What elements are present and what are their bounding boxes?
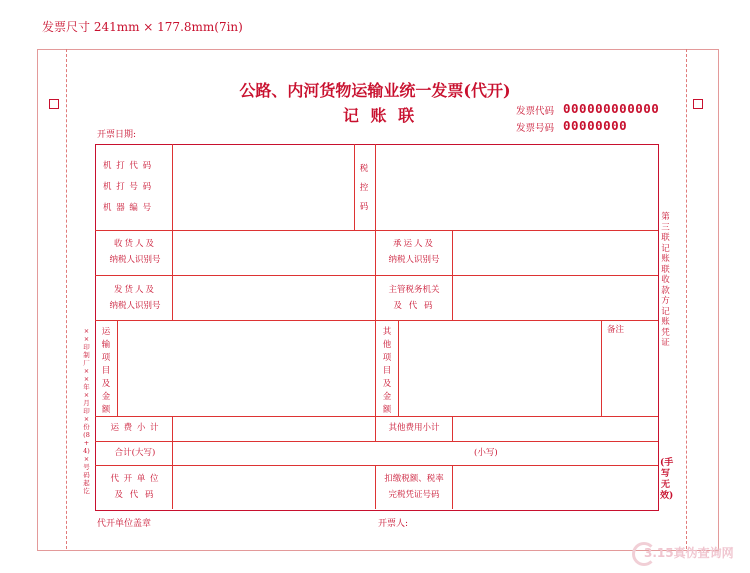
- tax-info-label-2: 完税凭证号码: [388, 490, 440, 500]
- col-subtotal-right: [452, 416, 453, 442]
- handwrite-invalid-note: (手写无效): [660, 458, 674, 501]
- invoice-subtitle: 记 账 联: [342, 106, 418, 125]
- rule-5: [95, 441, 658, 442]
- col-agent-left: [172, 465, 173, 509]
- rule-4: [95, 416, 658, 417]
- agent-unit-label-2: 及 代 码: [114, 490, 156, 500]
- rule-6: [95, 465, 658, 466]
- other-items-label: 其他项目及金额: [382, 327, 392, 415]
- tax-authority-label-1: 主管税务机关: [388, 285, 440, 295]
- invoice-code-label: 发票代码: [516, 106, 555, 117]
- remarks-label: 备注: [607, 325, 625, 335]
- col-remarks: [601, 320, 602, 417]
- col-other-left: [375, 320, 376, 417]
- col-agent-mid: [375, 465, 376, 509]
- paper-size-note: 发票尺寸 241mm × 177.8mm(7in): [42, 20, 243, 34]
- col-party-mid: [375, 230, 376, 321]
- freight-subtotal-label: 运 费 小 计: [110, 423, 160, 433]
- invoice-code-value: 000000000000: [563, 101, 660, 116]
- col-taxcode-right: [375, 144, 376, 231]
- consignor-label-2: 纳税人识别号: [109, 301, 161, 311]
- rule-1: [95, 230, 658, 231]
- agent-unit-label-1: 代 开 单 位: [110, 474, 160, 484]
- machine-serial-label: 机 器 编 号: [103, 203, 153, 213]
- col-other-right: [398, 320, 399, 417]
- total-lowercase-label: (小写): [474, 448, 498, 458]
- rule-3: [95, 320, 658, 321]
- tax-authority-label-2: 及 代 码: [393, 301, 435, 311]
- invoice-title: 公路、内河货物运输业统一发票(代开): [239, 81, 511, 100]
- tax-info-label-1: 扣缴税额、税率: [384, 474, 444, 484]
- col-taxcode-left: [354, 144, 355, 231]
- col-transport-label: [117, 320, 118, 417]
- watermark-text: 3.15真伪查询网: [644, 546, 734, 560]
- issue-date-label: 开票日期:: [97, 130, 137, 140]
- col-agent-right: [452, 465, 453, 509]
- total-uppercase-label: 合计(大写): [114, 448, 156, 458]
- watermark: [632, 540, 744, 566]
- col-total-left: [172, 441, 173, 466]
- copy-type-vertical-text: 第三联 记账联 收款方记账凭证: [661, 212, 670, 348]
- col-machine-divider: [172, 144, 173, 231]
- form-table: [95, 144, 659, 511]
- col-subtotal-mid: [375, 416, 376, 442]
- col-party-label-left: [172, 230, 173, 321]
- col-subtotal-left: [172, 416, 173, 442]
- consignee-label-1: 收货人及: [113, 239, 156, 249]
- issuer-label: 开票人:: [378, 519, 409, 529]
- machine-code-label: 机 打 代 码: [103, 161, 153, 171]
- carrier-label-2: 纳税人识别号: [388, 255, 440, 265]
- right-perforation: [686, 49, 687, 549]
- col-party-label-right: [452, 230, 453, 321]
- consignor-label-1: 发货人及: [113, 285, 156, 295]
- invoice-number-value: 00000000: [563, 118, 628, 133]
- carrier-label-1: 承运人及: [392, 239, 435, 249]
- printer-note-vertical: ××印制厂××年×月印×份(8+4)×号码起讫: [83, 327, 90, 495]
- tax-control-code-label: 税控码: [359, 164, 369, 212]
- agent-seal-label: 代开单位盖章: [97, 519, 152, 529]
- other-fees-subtotal-label: 其他费用小计: [388, 423, 440, 433]
- rule-2: [95, 275, 658, 276]
- transport-items-label: 运输项目及金额: [101, 327, 111, 415]
- invoice-number-label: 发票号码: [516, 123, 555, 134]
- machine-number-label: 机 打 号 码: [103, 182, 153, 192]
- left-perforation: [66, 49, 67, 549]
- consignee-label-2: 纳税人识别号: [109, 255, 161, 265]
